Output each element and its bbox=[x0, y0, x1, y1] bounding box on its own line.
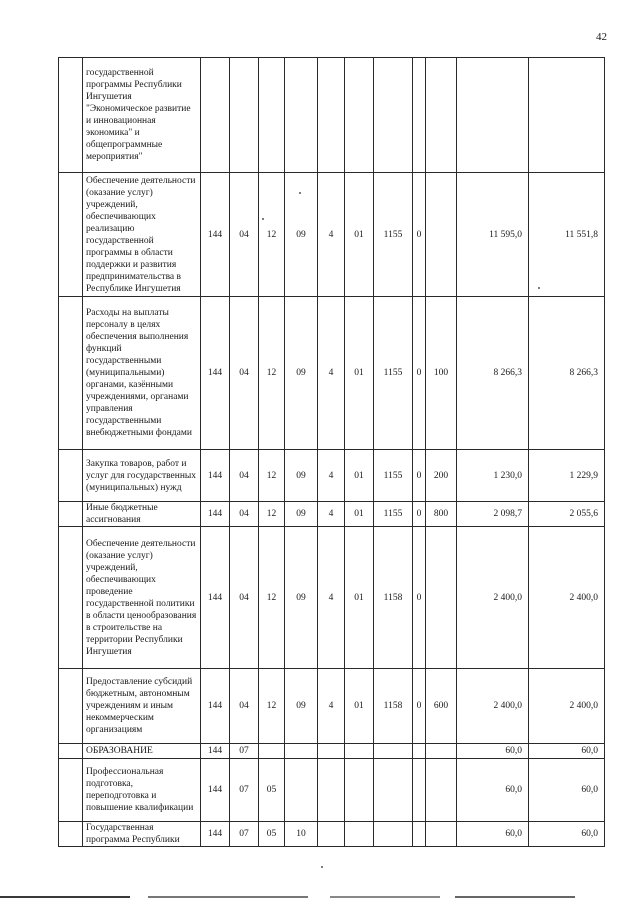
subprogram-code-cell: 4 bbox=[318, 450, 345, 502]
expense-type-cell bbox=[426, 759, 457, 822]
main-event-code-cell: 01 bbox=[345, 297, 374, 450]
admin-code-cell: 144 bbox=[201, 822, 230, 847]
scan-speck bbox=[299, 192, 301, 194]
program-code-cell bbox=[285, 744, 318, 759]
admin-code-cell: 144 bbox=[201, 669, 230, 744]
main-event-code-cell bbox=[345, 822, 374, 847]
table-row bbox=[59, 58, 605, 173]
subsection-code-cell: 12 bbox=[259, 450, 285, 502]
amount-actual-cell: 60,0 bbox=[529, 759, 605, 822]
row-name-cell: Предоставление субсидий бюджетным, автономным учреждениям и иным некоммерческим организациям bbox=[83, 669, 201, 744]
amount-actual-cell: 11 551,8 bbox=[529, 173, 605, 297]
page-number: 42 bbox=[596, 31, 607, 43]
empty-cell bbox=[59, 173, 83, 297]
section-code-cell: 04 bbox=[230, 173, 259, 297]
empty-cell bbox=[59, 297, 83, 450]
direction-code-cell bbox=[374, 822, 413, 847]
main-event-code-cell: 01 bbox=[345, 669, 374, 744]
subsection-code-cell: 12 bbox=[259, 502, 285, 527]
table-row bbox=[59, 822, 605, 847]
direction-suffix-cell: 0 bbox=[413, 527, 426, 669]
program-code-cell: 09 bbox=[285, 669, 318, 744]
direction-suffix-cell bbox=[413, 58, 426, 173]
empty-cell bbox=[59, 450, 83, 502]
admin-code-cell: 144 bbox=[201, 759, 230, 822]
amount-actual-cell: 8 266,3 bbox=[529, 297, 605, 450]
direction-suffix-cell: 0 bbox=[413, 502, 426, 527]
row-name-cell: Иные бюджетные ассигнования bbox=[83, 502, 201, 527]
program-code-cell: 09 bbox=[285, 527, 318, 669]
direction-suffix-cell: 0 bbox=[413, 450, 426, 502]
table-row bbox=[59, 759, 605, 822]
program-code-cell bbox=[285, 759, 318, 822]
amount-plan-cell: 2 098,7 bbox=[457, 502, 529, 527]
amount-plan-cell: 8 266,3 bbox=[457, 297, 529, 450]
row-name-cell: Обеспечение деятельности (оказание услуг) учреждений, обеспечивающих проведение государственной политики в области ценообразования в строительстве на территории Республики Ингушетия bbox=[83, 527, 201, 669]
scan-speck bbox=[321, 866, 323, 868]
expense-type-cell bbox=[426, 822, 457, 847]
direction-code-cell: 1158 bbox=[374, 527, 413, 669]
subsection-code-cell: 05 bbox=[259, 822, 285, 847]
direction-suffix-cell: 0 bbox=[413, 669, 426, 744]
row-name-cell: Профессиональная подготовка, переподготовка и повышение квалификации bbox=[83, 759, 201, 822]
expense-type-cell: 800 bbox=[426, 502, 457, 527]
main-event-code-cell: 01 bbox=[345, 450, 374, 502]
scan-speck bbox=[538, 287, 540, 289]
amount-plan-cell: 2 400,0 bbox=[457, 527, 529, 669]
scan-edge-line bbox=[0, 896, 640, 898]
table-row bbox=[59, 502, 605, 527]
admin-code-cell: 144 bbox=[201, 502, 230, 527]
program-code-cell: 09 bbox=[285, 297, 318, 450]
direction-code-cell: 1155 bbox=[374, 173, 413, 297]
subprogram-code-cell: 4 bbox=[318, 527, 345, 669]
subprogram-code-cell bbox=[318, 58, 345, 173]
amount-plan-cell: 1 230,0 bbox=[457, 450, 529, 502]
subprogram-code-cell bbox=[318, 744, 345, 759]
section-code-cell bbox=[230, 58, 259, 173]
subsection-code-cell: 12 bbox=[259, 173, 285, 297]
direction-code-cell bbox=[374, 744, 413, 759]
table-row bbox=[59, 173, 605, 297]
expense-type-cell: 100 bbox=[426, 297, 457, 450]
row-name-cell: ОБРАЗОВАНИЕ bbox=[83, 744, 201, 759]
amount-plan-cell: 60,0 bbox=[457, 759, 529, 822]
section-code-cell: 04 bbox=[230, 450, 259, 502]
section-code-cell: 04 bbox=[230, 669, 259, 744]
table-row bbox=[59, 527, 605, 669]
subprogram-code-cell: 4 bbox=[318, 502, 345, 527]
subprogram-code-cell bbox=[318, 822, 345, 847]
section-code-cell: 07 bbox=[230, 759, 259, 822]
expense-type-cell bbox=[426, 527, 457, 669]
expense-type-cell bbox=[426, 744, 457, 759]
section-code-cell: 04 bbox=[230, 297, 259, 450]
main-event-code-cell: 01 bbox=[345, 527, 374, 669]
subsection-code-cell bbox=[259, 744, 285, 759]
amount-plan-cell: 11 595,0 bbox=[457, 173, 529, 297]
admin-code-cell: 144 bbox=[201, 527, 230, 669]
amount-actual-cell: 2 400,0 bbox=[529, 527, 605, 669]
budget-table bbox=[58, 57, 605, 847]
subprogram-code-cell: 4 bbox=[318, 297, 345, 450]
direction-suffix-cell: 0 bbox=[413, 173, 426, 297]
main-event-code-cell bbox=[345, 744, 374, 759]
direction-suffix-cell bbox=[413, 822, 426, 847]
subsection-code-cell bbox=[259, 58, 285, 173]
table-row bbox=[59, 669, 605, 744]
direction-code-cell: 1155 bbox=[374, 297, 413, 450]
empty-cell bbox=[59, 669, 83, 744]
row-name-cell: государственной программы Республики Ингушетия "Экономическое развитие и инновационная экономика" и общепрограммные мероприятия" bbox=[83, 58, 201, 173]
subprogram-code-cell: 4 bbox=[318, 669, 345, 744]
amount-plan-cell bbox=[457, 58, 529, 173]
subsection-code-cell: 12 bbox=[259, 527, 285, 669]
program-code-cell bbox=[285, 58, 318, 173]
amount-actual-cell: 60,0 bbox=[529, 744, 605, 759]
direction-code-cell bbox=[374, 58, 413, 173]
admin-code-cell: 144 bbox=[201, 744, 230, 759]
subprogram-code-cell bbox=[318, 759, 345, 822]
table-row bbox=[59, 297, 605, 450]
empty-cell bbox=[59, 502, 83, 527]
direction-suffix-cell bbox=[413, 744, 426, 759]
direction-code-cell: 1155 bbox=[374, 450, 413, 502]
admin-code-cell: 144 bbox=[201, 450, 230, 502]
empty-cell bbox=[59, 58, 83, 173]
table-row bbox=[59, 744, 605, 759]
section-code-cell: 04 bbox=[230, 527, 259, 669]
direction-suffix-cell: 0 bbox=[413, 297, 426, 450]
admin-code-cell bbox=[201, 58, 230, 173]
main-event-code-cell bbox=[345, 759, 374, 822]
expense-type-cell bbox=[426, 58, 457, 173]
amount-actual-cell: 60,0 bbox=[529, 822, 605, 847]
amount-actual-cell: 1 229,9 bbox=[529, 450, 605, 502]
scan-speck bbox=[262, 218, 264, 220]
amount-plan-cell: 60,0 bbox=[457, 822, 529, 847]
main-event-code-cell bbox=[345, 58, 374, 173]
empty-cell bbox=[59, 759, 83, 822]
program-code-cell: 09 bbox=[285, 173, 318, 297]
program-code-cell: 09 bbox=[285, 502, 318, 527]
amount-plan-cell: 60,0 bbox=[457, 744, 529, 759]
row-name-cell: Расходы на выплаты персоналу в целях обеспечения выполнения функций государственными (муниципальными) органами, казёнными учреждениями, органами управления государственными внебюджетными фондами bbox=[83, 297, 201, 450]
row-name-cell: Обеспечение деятельности (оказание услуг) учреждений, обеспечивающих реализацию государственной программы в области поддержки и развития предпринимательства в Республике Ингушетия bbox=[83, 173, 201, 297]
direction-suffix-cell bbox=[413, 759, 426, 822]
direction-code-cell: 1158 bbox=[374, 669, 413, 744]
section-code-cell: 07 bbox=[230, 822, 259, 847]
row-name-cell: Государственная программа Республики bbox=[83, 822, 201, 847]
subsection-code-cell: 12 bbox=[259, 669, 285, 744]
amount-actual-cell bbox=[529, 58, 605, 173]
main-event-code-cell: 01 bbox=[345, 173, 374, 297]
empty-cell bbox=[59, 822, 83, 847]
empty-cell bbox=[59, 744, 83, 759]
direction-code-cell: 1155 bbox=[374, 502, 413, 527]
expense-type-cell: 600 bbox=[426, 669, 457, 744]
main-event-code-cell: 01 bbox=[345, 502, 374, 527]
expense-type-cell bbox=[426, 173, 457, 297]
amount-plan-cell: 2 400,0 bbox=[457, 669, 529, 744]
amount-actual-cell: 2 400,0 bbox=[529, 669, 605, 744]
expense-type-cell: 200 bbox=[426, 450, 457, 502]
admin-code-cell: 144 bbox=[201, 173, 230, 297]
subprogram-code-cell: 4 bbox=[318, 173, 345, 297]
admin-code-cell: 144 bbox=[201, 297, 230, 450]
amount-actual-cell: 2 055,6 bbox=[529, 502, 605, 527]
program-code-cell: 10 bbox=[285, 822, 318, 847]
subsection-code-cell: 05 bbox=[259, 759, 285, 822]
section-code-cell: 07 bbox=[230, 744, 259, 759]
table-row bbox=[59, 450, 605, 502]
empty-cell bbox=[59, 527, 83, 669]
row-name-cell: Закупка товаров, работ и услуг для государственных (муниципальных) нужд bbox=[83, 450, 201, 502]
subsection-code-cell: 12 bbox=[259, 297, 285, 450]
direction-code-cell bbox=[374, 759, 413, 822]
program-code-cell: 09 bbox=[285, 450, 318, 502]
section-code-cell: 04 bbox=[230, 502, 259, 527]
